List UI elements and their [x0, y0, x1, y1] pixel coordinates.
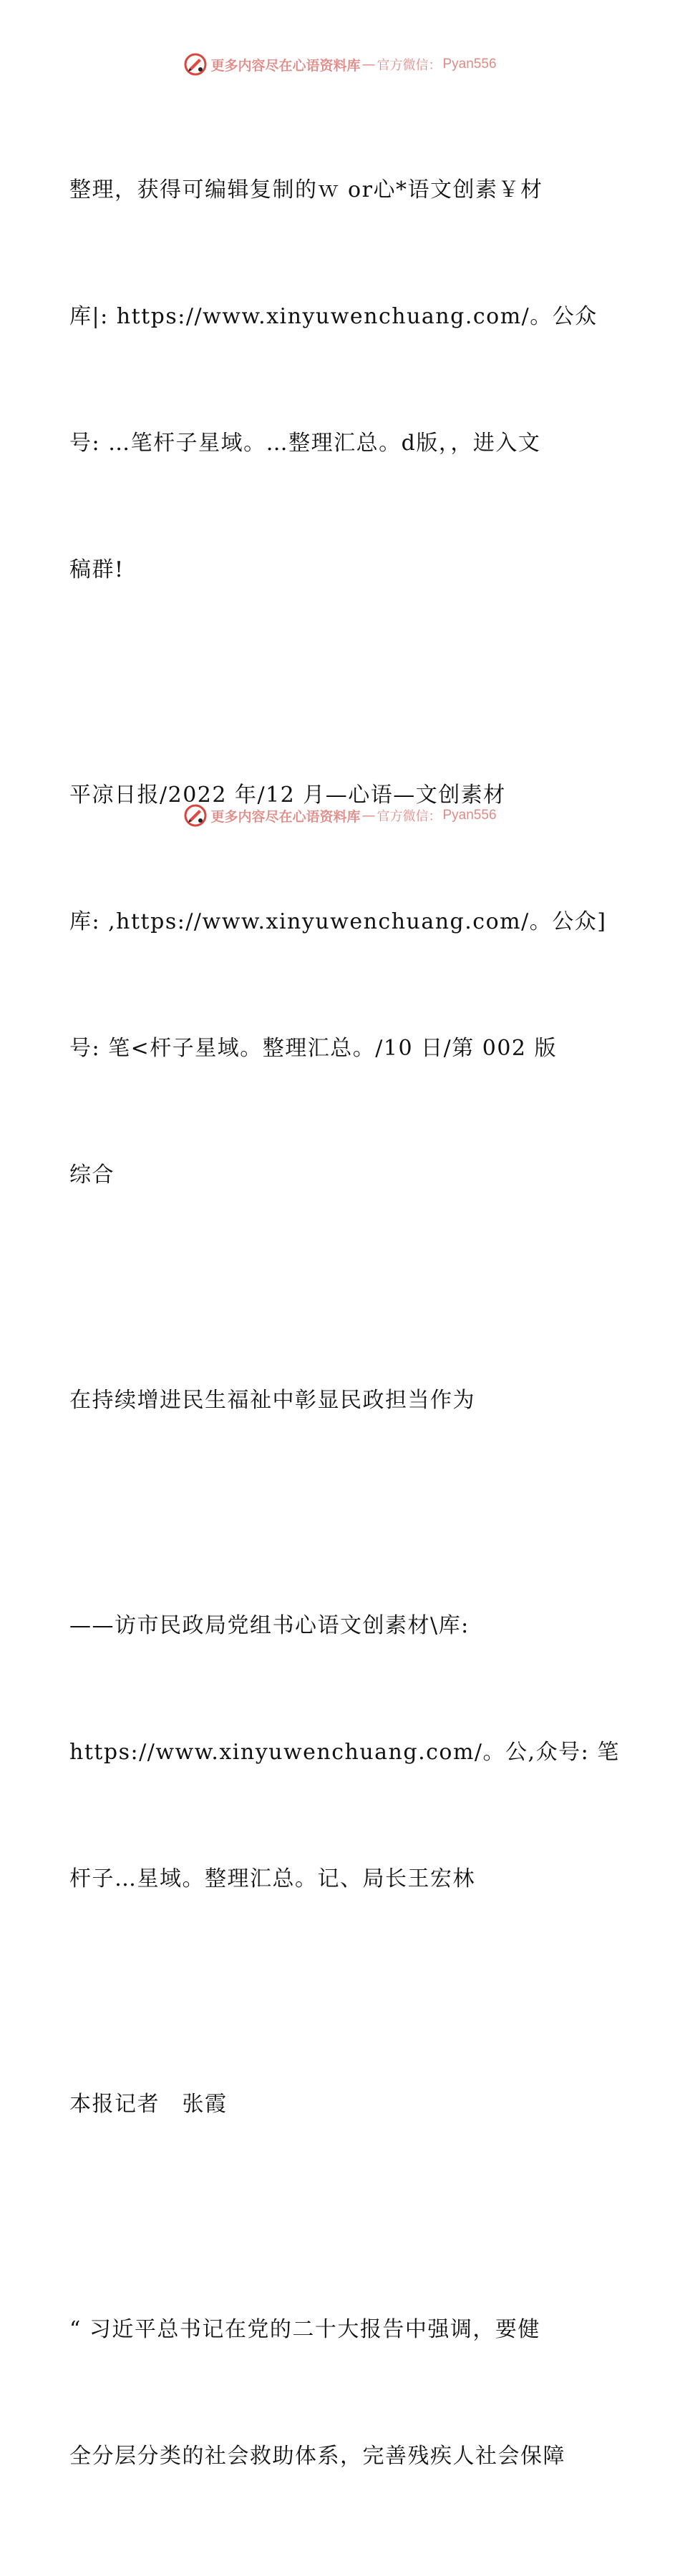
- banner-title: 更多内容尽在心语资料库: [210, 57, 361, 74]
- text-line: 本报记者 张霞: [69, 2092, 228, 2117]
- paragraph-intro: [69, 84, 613, 675]
- text-line: 稿群!: [69, 557, 125, 582]
- text-line: “ 习近平总书记在党的二十大报告中强调，要健: [69, 2317, 540, 2342]
- document-body: [69, 84, 620, 2576]
- text-line: 整理，获得可编辑复制的ｗ or心*语文创素￥材: [69, 177, 543, 202]
- text-line: 库|: https://www.xinyuwenchuang.com/。公众: [69, 304, 598, 329]
- banner-wechat-account: Pyan556: [442, 808, 497, 823]
- banner-separator: —: [361, 57, 376, 72]
- text-line: 号: …笔杆子星域。…整理汇总。d版，，进入文: [69, 431, 541, 456]
- text-line: https://www.xinyuwenchuang.com/。公,众号: 笔: [69, 1740, 620, 1765]
- banner-wechat-label: 官方微信：: [377, 809, 442, 824]
- text-line: 平凉日报/2022 年/12 月—心语—文创素材: [69, 783, 506, 808]
- article-title: [69, 1295, 613, 1506]
- brand-logo-icon: [183, 803, 208, 828]
- text-line: 在持续增进民生福祉中彰显民政担当作为: [69, 1388, 475, 1413]
- text-line: 杆子…星域。整理汇总。记、局长王宏林: [69, 1866, 475, 1891]
- header-banner: [0, 50, 680, 79]
- text-line: 综合: [69, 1162, 115, 1187]
- brand-logo-icon: [183, 52, 208, 77]
- paragraph-body: [69, 2224, 613, 2562]
- banner-separator: —: [361, 808, 376, 823]
- banner-wechat-account: Pyan556: [442, 57, 497, 72]
- text-line: 全分层分类的社会救助体系，完善残疾人社会保障: [69, 2444, 565, 2469]
- banner-wechat-label: 官方微信：: [377, 58, 442, 73]
- text-line: ——访市民政局党组书心语文创素材\库:: [69, 1613, 470, 1638]
- banner-title: 更多内容尽在心语资料库: [210, 808, 361, 825]
- text-line: 号: 笔<杆子星域。整理汇总。/10 日/第 002 版: [69, 1036, 558, 1061]
- byline: [69, 1999, 613, 2210]
- paragraph-source: [69, 690, 613, 1280]
- article-subtitle: [69, 1520, 620, 1984]
- footer-banner: [0, 801, 680, 830]
- text-line: 库: ,https://www.xinyuwenchuang.com/。公众]: [69, 909, 607, 934]
